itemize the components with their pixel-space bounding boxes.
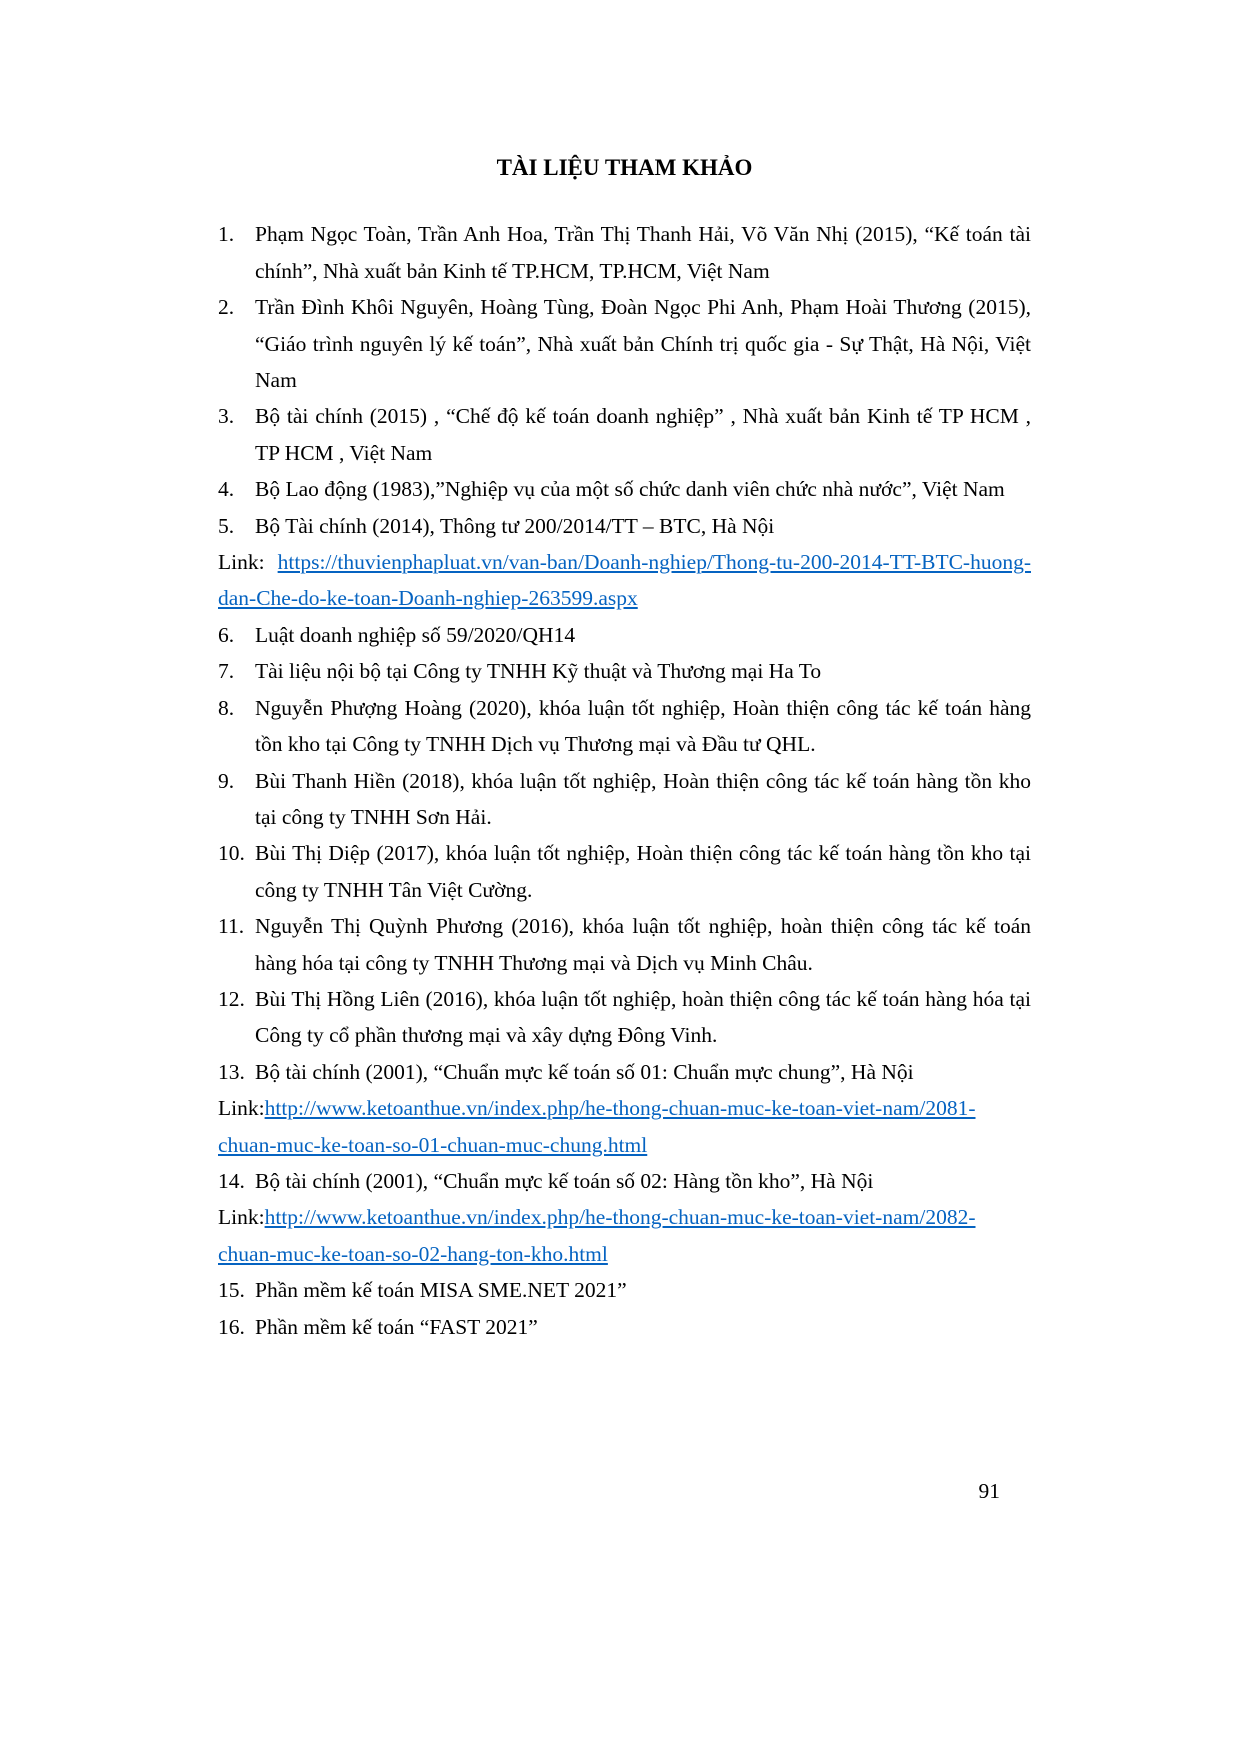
reference-item <box>218 216 1031 289</box>
reference-text: Bộ tài chính (2001), “Chuẩn mực kế toán số 02: Hàng tồn kho”, Hà Nội <box>255 1168 874 1193</box>
reference-number: 7. <box>218 659 235 684</box>
page-title: TÀI LIỆU THAM KHẢO <box>496 155 753 180</box>
reference-number: 13. <box>218 1059 245 1084</box>
reference-item <box>218 289 1031 398</box>
reference-text: Phần mềm kế toán MISA SME.NET 2021” <box>255 1278 627 1303</box>
reference-item <box>218 981 1031 1054</box>
reference-item <box>218 690 1031 763</box>
reference-text: Bộ tài chính (2001), “Chuẩn mực kế toán số 01: Chuẩn mực chung”, Hà Nội <box>255 1059 914 1084</box>
reference-text: Bùi Thanh Hiền (2018), khóa luận tốt nghiệp, Hoàn thiện công tác kế toán hàng tồn kho tại công ty TNHH Sơn Hải. <box>255 768 1031 829</box>
reference-number: 3. <box>218 404 235 429</box>
page-number: 91 <box>978 1479 1000 1503</box>
reference-text: Tài liệu nội bộ tại Công ty TNHH Kỹ thuật và Thương mại Ha To <box>255 659 822 684</box>
reference-link-line <box>218 1199 1031 1272</box>
reference-number: 9. <box>218 768 235 793</box>
reference-number: 1. <box>218 222 235 247</box>
reference-item <box>218 908 1031 981</box>
reference-link-line <box>218 1090 1031 1163</box>
reference-item <box>218 1163 1031 1199</box>
reference-item <box>218 398 1031 471</box>
reference-text: Bộ tài chính (2015) , “Chế độ kế toán doanh nghiệp” , Nhà xuất bản Kinh tế TP HCM , TP HCM , Việt Nam <box>255 404 1031 465</box>
reference-text: Trần Đình Khôi Nguyên, Hoàng Tùng, Đoàn Ngọc Phi Anh, Phạm Hoài Thương (2015), “Giáo trình nguyên lý kế toán”, Nhà xuất bản Chính trị quốc gia - Sự Thật, Hà Nội, Việt Nam <box>255 295 1031 393</box>
reference-item <box>218 1054 1031 1090</box>
reference-text: Bộ Lao động (1983),”Nghiệp vụ của một số chức danh viên chức nhà nước”, Việt Nam <box>255 477 1005 502</box>
reference-item <box>218 763 1031 836</box>
reference-number: 10. <box>218 841 245 866</box>
reference-text: Nguyễn Phượng Hoàng (2020), khóa luận tốt nghiệp, Hoàn thiện công tác kế toán hàng tồn kho tại Công ty TNHH Dịch vụ Thương mại và Đầu tư QHL. <box>255 695 1031 757</box>
reference-link[interactable]: http://www.ketoanthue.vn/index.php/he-thong-chuan-muc-ke-toan-viet-nam/2082-chuan-muc-ke-toan-so-02-hang-ton-kho.html <box>218 1205 976 1266</box>
reference-text: Bộ Tài chính (2014), Thông tư 200/2014/TT – BTC, Hà Nội <box>255 513 775 538</box>
reference-item <box>218 1309 1031 1345</box>
reference-link-line <box>218 544 1031 617</box>
reference-number: 11. <box>218 914 245 939</box>
reference-item <box>218 653 1031 689</box>
reference-text: Bùi Thị Diệp (2017), khóa luận tốt nghiệp, Hoàn thiện công tác kế toán hàng tồn kho tại công ty TNHH Tân Việt Cường. <box>255 841 1031 902</box>
link-label: Link: <box>218 1205 265 1230</box>
reference-text: Phạm Ngọc Toàn, Trần Anh Hoa, Trần Thị Thanh Hải, Võ Văn Nhị (2015), “Kế toán tài chính”, Nhà xuất bản Kinh tế TP.HCM, TP.HCM, Việt Nam <box>255 222 1031 283</box>
link-label: Link: <box>218 550 278 575</box>
reference-number: 6. <box>218 622 235 647</box>
reference-item <box>218 1272 1031 1308</box>
reference-number: 14. <box>218 1168 245 1193</box>
reference-number: 15. <box>218 1278 245 1303</box>
link-label: Link: <box>218 1096 265 1121</box>
reference-item <box>218 835 1031 908</box>
reference-text: Phần mềm kế toán “FAST 2021” <box>255 1314 538 1339</box>
reference-item <box>218 508 1031 544</box>
reference-item <box>218 471 1031 507</box>
reference-number: 2. <box>218 295 235 320</box>
reference-number: 16. <box>218 1314 245 1339</box>
reference-text: Nguyễn Thị Quỳnh Phương (2016), khóa luận tốt nghiệp, hoàn thiện công tác kế toán hàng hóa tại công ty TNHH Thương mại và Dịch vụ Minh Châu. <box>255 914 1031 975</box>
reference-text: Luật doanh nghiệp số 59/2020/QH14 <box>255 622 576 647</box>
reference-link[interactable]: https://thuvienphapluat.vn/van-ban/Doanh-nghiep/Thong-tu-200-2014-TT-BTC-huong-dan-Che-do-ke-toan-Doanh-nghiep-263599.aspx <box>218 550 1031 611</box>
reference-number: 4. <box>218 477 235 502</box>
reference-number: 8. <box>218 695 235 720</box>
references-section <box>218 150 1031 1345</box>
reference-number: 12. <box>218 986 245 1011</box>
reference-text: Bùi Thị Hồng Liên (2016), khóa luận tốt nghiệp, hoàn thiện công tác kế toán hàng hóa tại Công ty cổ phần thương mại và xây dựng Đông Vinh. <box>255 986 1031 1048</box>
reference-number: 5. <box>218 513 235 538</box>
reference-item <box>218 617 1031 653</box>
reference-link[interactable]: http://www.ketoanthue.vn/index.php/he-thong-chuan-muc-ke-toan-viet-nam/2081-chuan-muc-ke-toan-so-01-chuan-muc-chung.html <box>218 1096 976 1157</box>
